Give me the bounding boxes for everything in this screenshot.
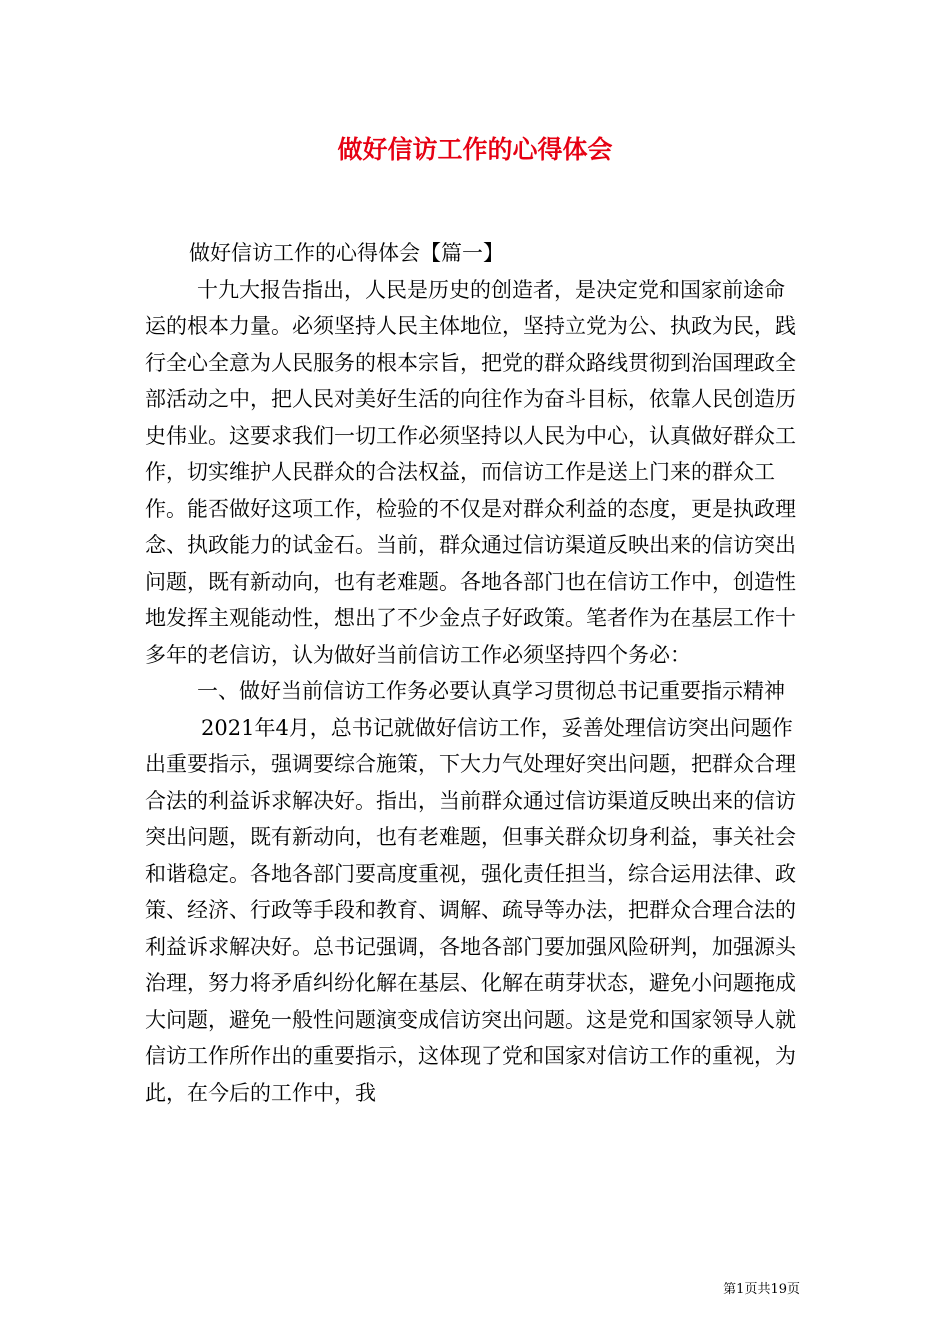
- document-body: [145, 235, 805, 1111]
- page-title: 做好信访工作的心得体会: [337, 135, 613, 164]
- page-footer: 第1页共19页: [723, 1282, 800, 1297]
- paragraph-subheading: 一、做好当前信访工作务必要认真学习贯彻总书记重要指示精神: [197, 679, 785, 703]
- section-heading: 做好信访工作的心得体会【篇一】: [189, 241, 504, 265]
- paragraph-body: 2021年4月，总书记就做好信访工作，妥善处理信访突出问题作出重要指示，强调要综合施策，下大力气处理好突出问题，把群众合理合法的利益诉求解决好。指出，当前群众通过信访渠道反映出来的信访突出问题，既有新动向，也有老难题，但事关群众切身利益，事关社会和谐稳定。各地各部门要高度重视，强化责任担当，综合运用法律、政策、经济、行政等手段和教育、调解、疏导等办法，把群众合理合法的利益诉求解决好。总书记强调，各地各部门要加强风险研判，加强源头治理，努力将矛盾纠纷化解在基层、化解在萌芽状态，避免小问题拖成大问题，避免一般性问题演变成信访突出问题。这是党和国家领导人就信访工作所作出的重要指示，这体现了党和国家对信访工作的重视，为此，在今后的工作中，我: [145, 715, 796, 1105]
- paragraph-intro: 十九大报告指出，人民是历史的创造者，是决定党和国家前途命运的根本力量。必须坚持人民主体地位，坚持立党为公、执政为民，践行全心全意为人民服务的根本宗旨，把党的群众路线贯彻到治国理政全部活动之中，把人民对美好生活的向往作为奋斗目标，依靠人民创造历史伟业。这要求我们一切工作必须坚持以人民为中心，认真做好群众工作，切实维护人民群众的合法权益，而信访工作是送上门来的群众工作。能否做好这项工作，检验的不仅是对群众利益的态度，更是执政理念、执政能力的试金石。当前，群众通过信访渠道反映出来的信访突出问题，既有新动向，也有老难题。各地各部门也在信访工作中，创造性地发挥主观能动性，想出了不少金点子好政策。笔者作为在基层工作十多年的老信访，认为做好当前信访工作必须坚持四个务必：: [145, 277, 796, 667]
